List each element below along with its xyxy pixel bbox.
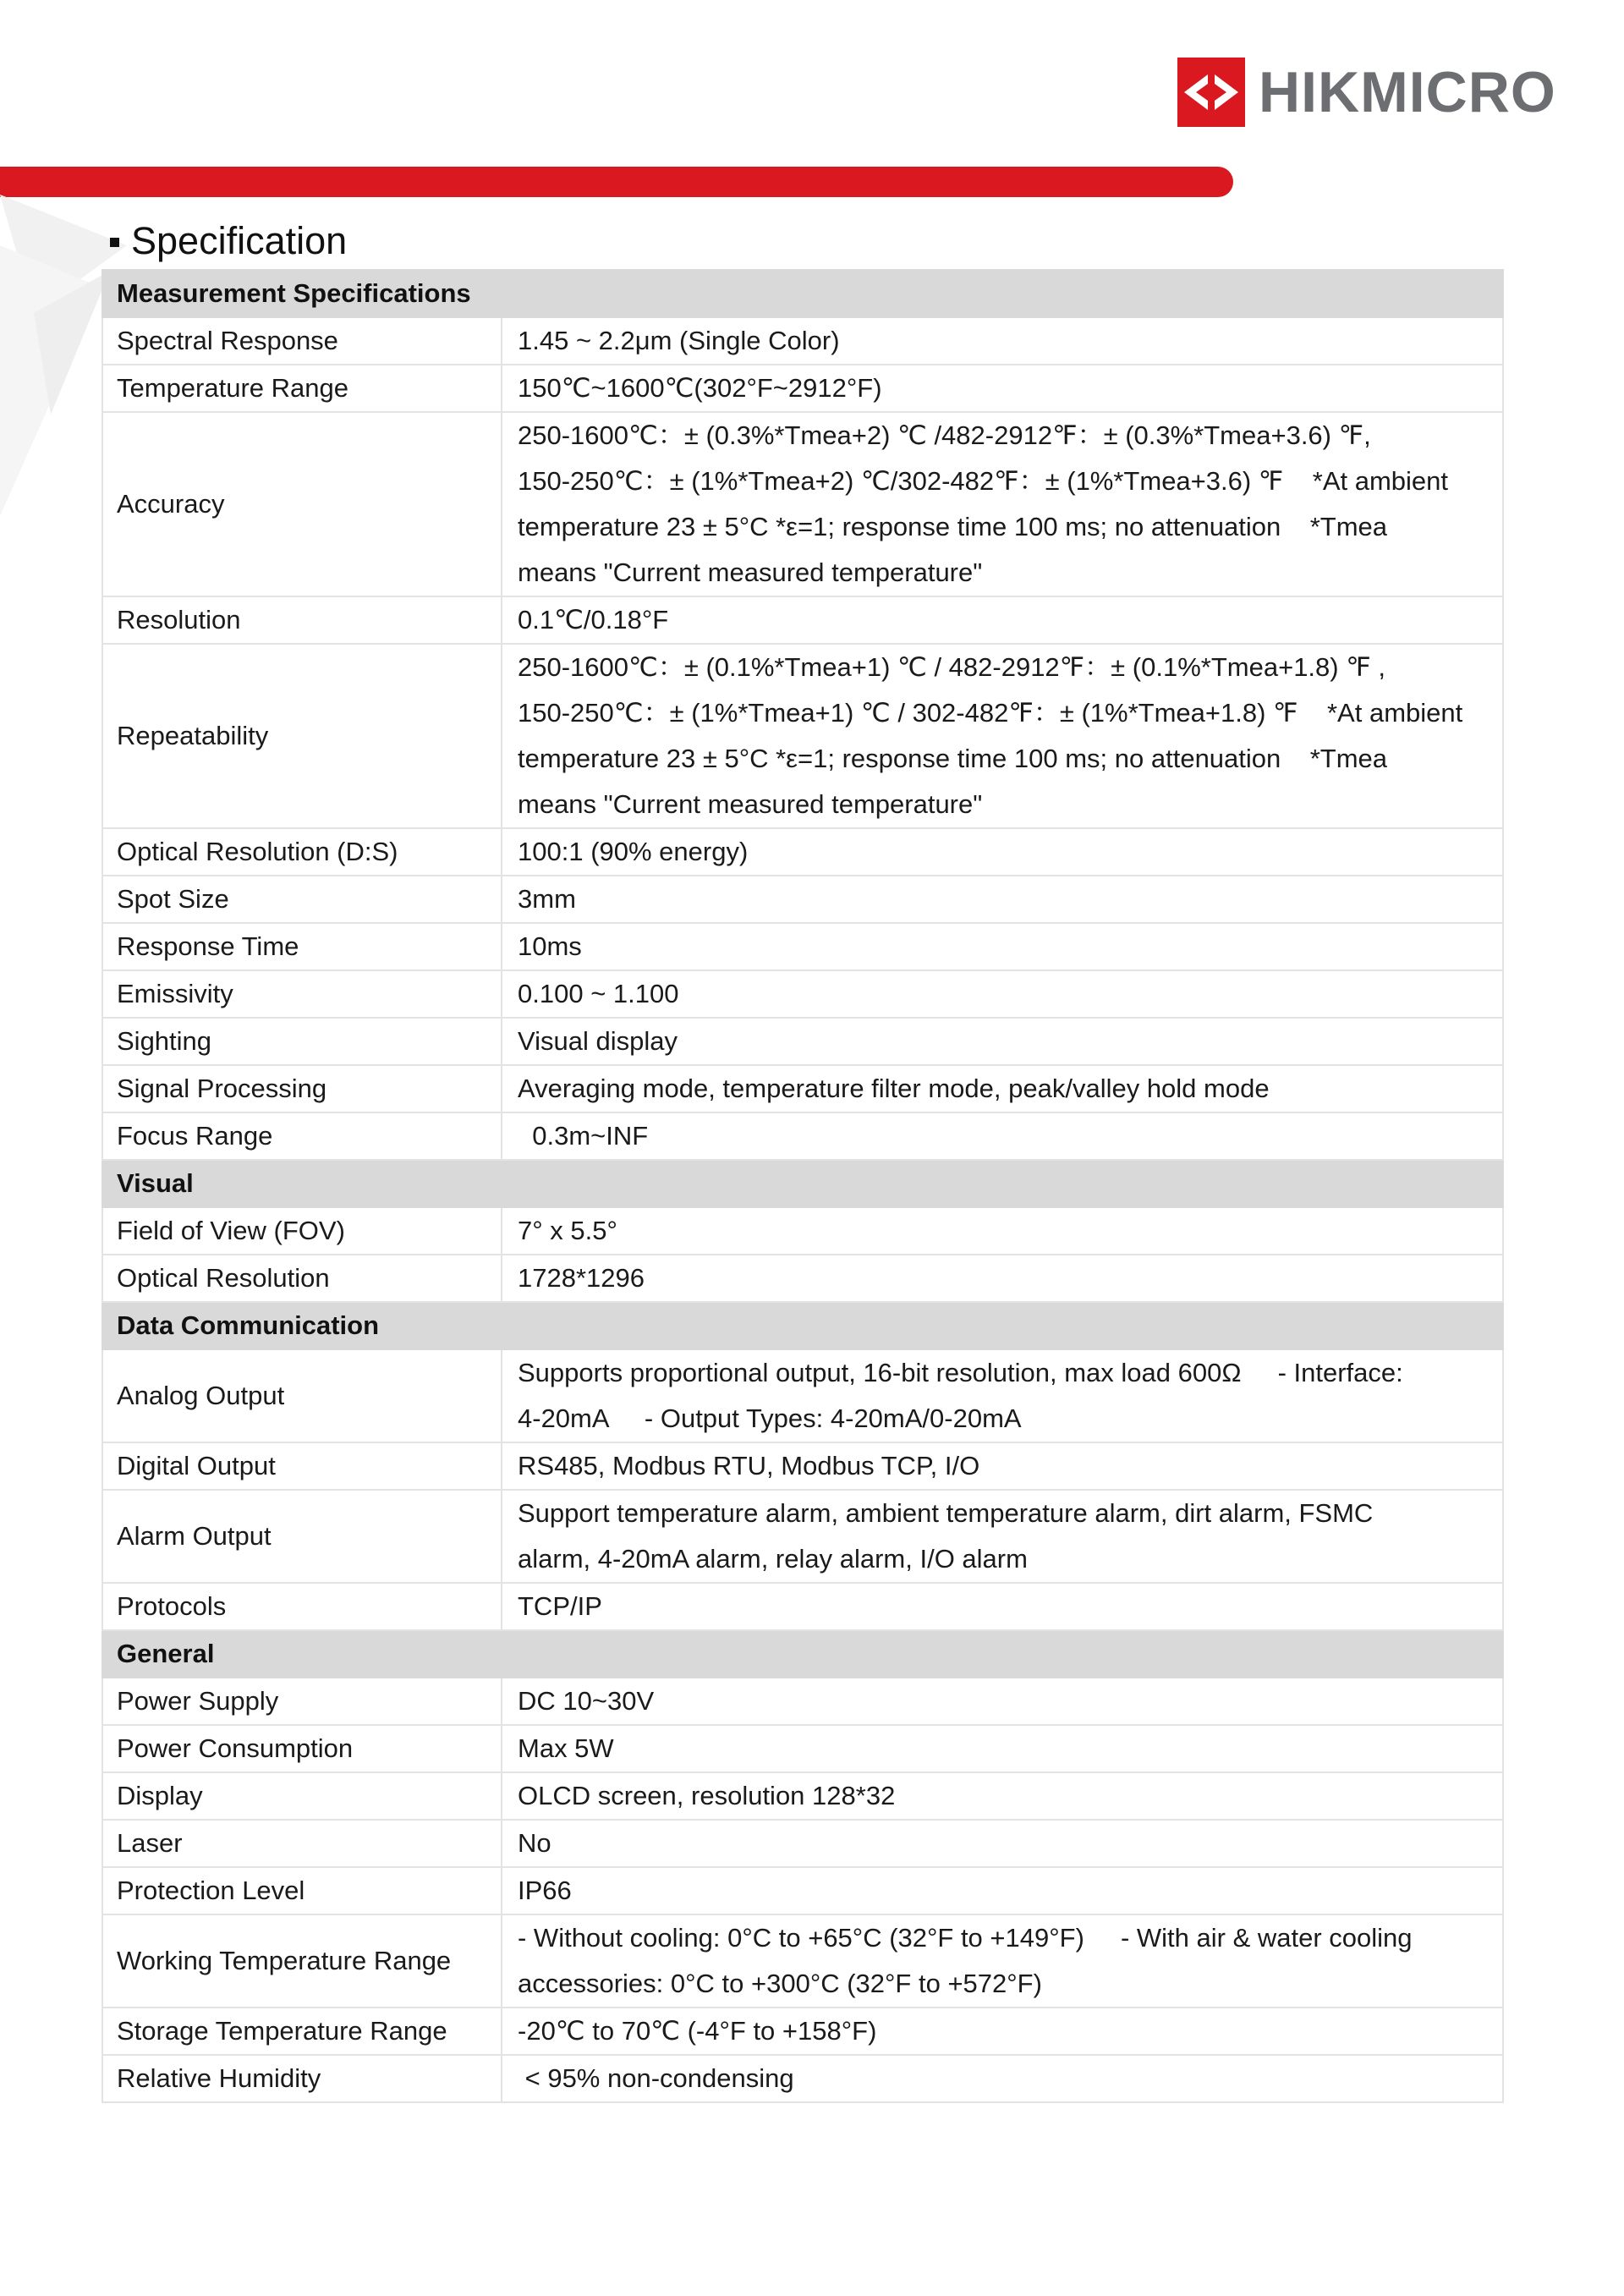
spec-value-line: 250-1600℃：± (0.1%*Tmea+1) ℃ / 482-2912℉：± (0.1%*Tmea+1.8) ℉ , <box>518 652 1385 682</box>
spec-label: Analog Output <box>102 1349 502 1442</box>
spec-row <box>102 1018 1503 1065</box>
spec-value-line: 3mm <box>518 884 576 914</box>
spec-row <box>102 1867 1503 1914</box>
spec-value <box>502 1490 1503 1583</box>
spec-label: Laser <box>102 1820 502 1867</box>
spec-value-line: Averaging mode, temperature filter mode, peak/valley hold mode <box>518 1074 1270 1103</box>
spec-value-line: temperature 23 ± 5°C *ε=1; response time 100 ms; no attenuation *Tmea <box>518 744 1388 773</box>
spec-row <box>102 1112 1503 1160</box>
spec-value-line: means "Current measured temperature" <box>518 789 983 819</box>
section-title: General <box>102 1630 1503 1678</box>
header-red-bar <box>0 167 1233 197</box>
spec-value <box>502 1914 1503 2008</box>
spec-value-line: RS485, Modbus RTU, Modbus TCP, I/O <box>518 1451 980 1480</box>
spec-value <box>502 412 1503 596</box>
section-header-row <box>102 1302 1503 1349</box>
spec-row <box>102 828 1503 876</box>
spec-value <box>502 1112 1503 1160</box>
spec-label: Power Consumption <box>102 1725 502 1772</box>
spec-label: Signal Processing <box>102 1065 502 1112</box>
spec-value <box>502 644 1503 828</box>
spec-label: Display <box>102 1772 502 1820</box>
spec-row <box>102 596 1503 644</box>
hikmicro-logo-icon <box>1177 58 1245 127</box>
spec-row <box>102 365 1503 412</box>
spec-row <box>102 1065 1503 1112</box>
spec-value-line: DC 10~30V <box>518 1686 655 1716</box>
brand-name: HIKMICRO <box>1259 60 1556 124</box>
spec-label: Sighting <box>102 1018 502 1065</box>
spec-row <box>102 1442 1503 1490</box>
spec-value <box>502 1442 1503 1490</box>
spec-label: Storage Temperature Range <box>102 2008 502 2055</box>
spec-row <box>102 1678 1503 1725</box>
spec-value <box>502 1583 1503 1630</box>
spec-value-line: 1728*1296 <box>518 1263 645 1293</box>
spec-row <box>102 1820 1503 1867</box>
brand-logo <box>1177 56 1556 129</box>
spec-value-line: 10ms <box>518 931 582 961</box>
spec-label: Relative Humidity <box>102 2055 502 2102</box>
spec-row <box>102 317 1503 365</box>
spec-label: Protocols <box>102 1583 502 1630</box>
spec-value-line: Visual display <box>518 1026 678 1056</box>
spec-value <box>502 1772 1503 1820</box>
spec-value <box>502 1255 1503 1302</box>
section-header-row <box>102 1160 1503 1207</box>
specification-heading <box>110 219 348 262</box>
spec-value-line: 0.3m~INF <box>518 1121 649 1151</box>
spec-value-line: 7° x 5.5° <box>518 1216 617 1245</box>
spec-value-line: < 95% non-condensing <box>518 2063 794 2093</box>
spec-value-line: Supports proportional output, 16-bit resolution, max load 600Ω - Interface: <box>518 1358 1403 1387</box>
spec-value-line: OLCD screen, resolution 128*32 <box>518 1781 896 1810</box>
spec-value <box>502 1065 1503 1112</box>
spec-value <box>502 1207 1503 1255</box>
spec-value <box>502 1820 1503 1867</box>
spec-label: Alarm Output <box>102 1490 502 1583</box>
spec-row <box>102 412 1503 596</box>
spec-value <box>502 923 1503 970</box>
spec-row <box>102 1490 1503 1583</box>
spec-label: Spot Size <box>102 876 502 923</box>
section-title: Visual <box>102 1160 1503 1207</box>
spec-value <box>502 876 1503 923</box>
spec-row <box>102 1725 1503 1772</box>
spec-value-line: 250-1600℃：± (0.3%*Tmea+2) ℃ /482-2912℉：± (0.3%*Tmea+3.6) ℉, <box>518 420 1371 450</box>
spec-row <box>102 1207 1503 1255</box>
spec-value-line: No <box>518 1828 551 1858</box>
spec-label: Optical Resolution (D:S) <box>102 828 502 876</box>
spec-row <box>102 1914 1503 2008</box>
spec-value-line: 150-250℃：± (1%*Tmea+1) ℃ / 302-482℉：± (1%*Tmea+1.8) ℉ *At ambient <box>518 698 1463 728</box>
spec-label: Focus Range <box>102 1112 502 1160</box>
spec-row <box>102 1349 1503 1442</box>
spec-row <box>102 2008 1503 2055</box>
spec-label: Emissivity <box>102 970 502 1018</box>
spec-value <box>502 1867 1503 1914</box>
page-title: Specification <box>131 219 348 262</box>
spec-row <box>102 1772 1503 1820</box>
section-header-row <box>102 270 1503 317</box>
spec-value <box>502 1725 1503 1772</box>
spec-row <box>102 876 1503 923</box>
spec-value-line: IP66 <box>518 1876 572 1905</box>
spec-row <box>102 970 1503 1018</box>
spec-value-line: -20℃ to 70℃ (-4°F to +158°F) <box>518 2016 877 2046</box>
section-title: Data Communication <box>102 1302 1503 1349</box>
spec-label: Temperature Range <box>102 365 502 412</box>
spec-value-line: alarm, 4-20mA alarm, relay alarm, I/O alarm <box>518 1544 1028 1574</box>
spec-value <box>502 1349 1503 1442</box>
spec-value <box>502 2008 1503 2055</box>
spec-value <box>502 828 1503 876</box>
spec-value-line: accessories: 0°C to +300°C (32°F to +572°F) <box>518 1969 1042 1998</box>
spec-row <box>102 1255 1503 1302</box>
spec-value-line: - Without cooling: 0°C to +65°C (32°F to +149°F) - With air & water cooling <box>518 1923 1413 1953</box>
spec-value-line: 0.100 ~ 1.100 <box>518 979 679 1008</box>
spec-label: Power Supply <box>102 1678 502 1725</box>
spec-row <box>102 1583 1503 1630</box>
spec-value-line: TCP/IP <box>518 1591 602 1621</box>
spec-row <box>102 923 1503 970</box>
spec-value-line: 4-20mA - Output Types: 4-20mA/0-20mA <box>518 1403 1022 1433</box>
spec-label: Repeatability <box>102 644 502 828</box>
heading-bullet-icon <box>110 238 119 247</box>
spec-label: Response Time <box>102 923 502 970</box>
spec-value-line: 100:1 (90% energy) <box>518 837 749 866</box>
spec-label: Protection Level <box>102 1867 502 1914</box>
spec-value <box>502 970 1503 1018</box>
spec-label: Spectral Response <box>102 317 502 365</box>
section-header-row <box>102 1630 1503 1678</box>
section-title: Measurement Specifications <box>102 270 1503 317</box>
spec-label: Accuracy <box>102 412 502 596</box>
spec-value <box>502 1678 1503 1725</box>
spec-value <box>502 1018 1503 1065</box>
spec-value-line: temperature 23 ± 5°C *ε=1; response time 100 ms; no attenuation *Tmea <box>518 512 1388 541</box>
spec-value-line: Support temperature alarm, ambient temperature alarm, dirt alarm, FSMC <box>518 1498 1374 1528</box>
spec-label: Working Temperature Range <box>102 1914 502 2008</box>
spec-value-line: 1.45 ~ 2.2μm (Single Color) <box>518 326 840 355</box>
spec-value <box>502 596 1503 644</box>
spec-value-line: 0.1℃/0.18°F <box>518 605 669 634</box>
spec-value-line: means "Current measured temperature" <box>518 558 983 587</box>
spec-value-line: 150-250℃：± (1%*Tmea+2) ℃/302-482℉：± (1%*Tmea+3.6) ℉ *At ambient <box>518 466 1449 496</box>
spec-value <box>502 2055 1503 2102</box>
spec-row <box>102 2055 1503 2102</box>
spec-value <box>502 365 1503 412</box>
spec-label: Resolution <box>102 596 502 644</box>
spec-table <box>102 269 1504 2103</box>
spec-label: Digital Output <box>102 1442 502 1490</box>
spec-value-line: 150℃~1600℃(302°F~2912°F) <box>518 373 882 403</box>
spec-value-line: Max 5W <box>518 1733 614 1763</box>
spec-label: Field of View (FOV) <box>102 1207 502 1255</box>
spec-row <box>102 644 1503 828</box>
spec-label: Optical Resolution <box>102 1255 502 1302</box>
spec-value <box>502 317 1503 365</box>
